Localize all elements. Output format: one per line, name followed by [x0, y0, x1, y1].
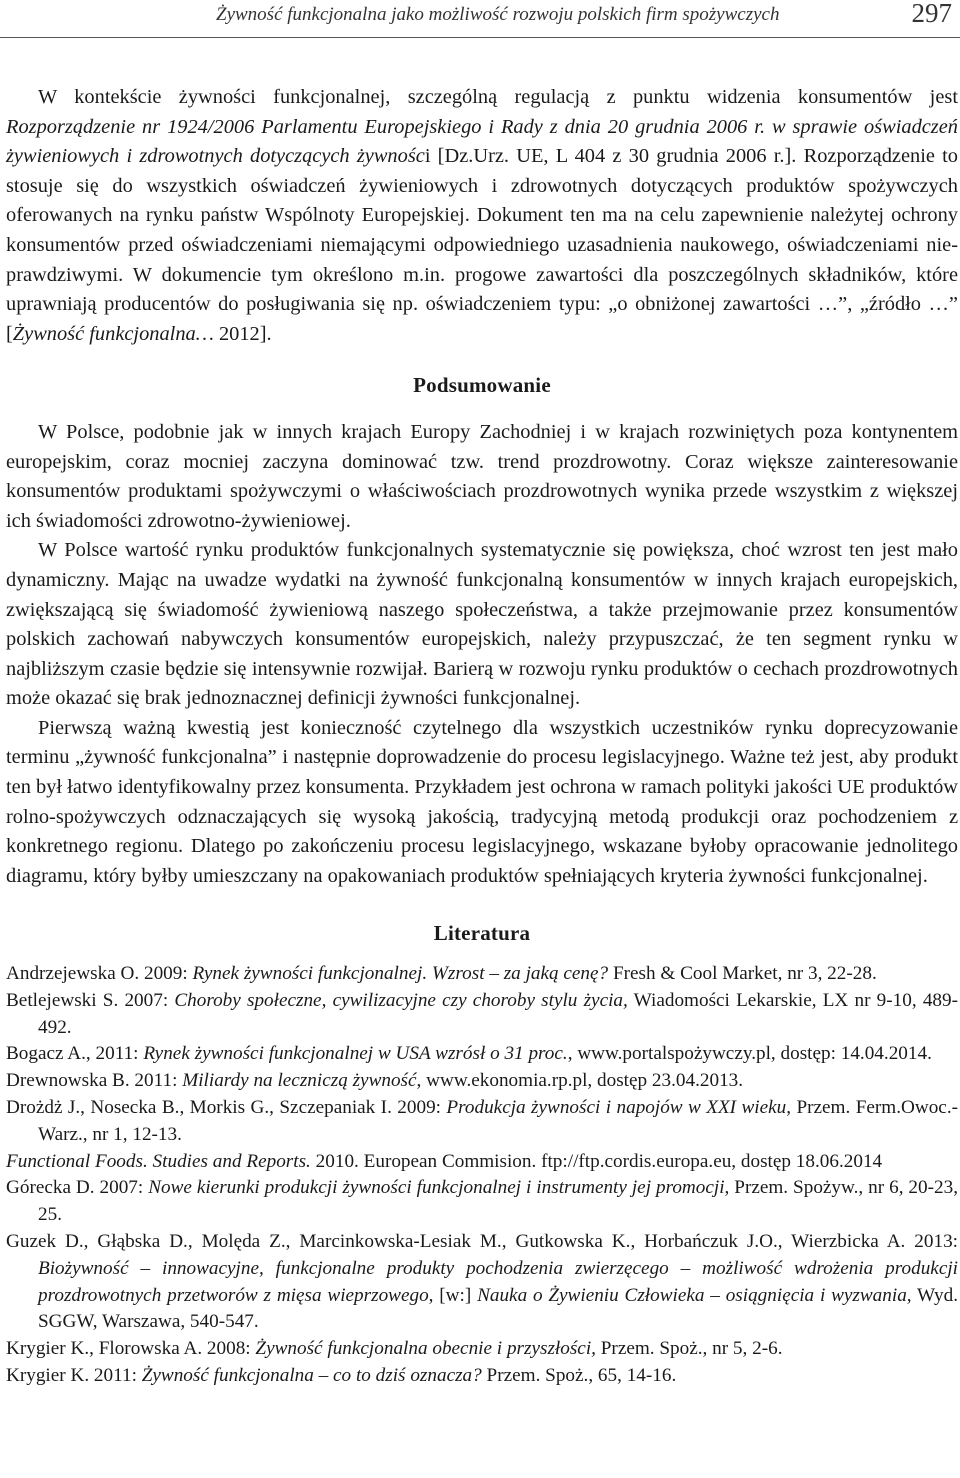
reference-item: [6, 1336, 958, 1363]
citation-italic: Żywność funkcjonalna…: [12, 322, 214, 345]
summary-paragraph-2: W Polsce wartość rynku produktów funkcjonalnych systematycznie się powiększa, choć wzrost ten jest mało dynamiczny. Mając na uwadze wydatki na żywność funkcjonalną konsumentów w innych krajach europejskich, zwiększającą się świadomość żywieniową naszego społeczeństwa, a także przejmowanie przez konsumentów polskich zachowań nabywczych konsumentów europejskich, należy przypuszczać, że ten segment rynku w najbliższym czasie będzie się intensywnie rozwijał. Barierą w rozwoju rynku produktów o cechach prozdrowotnych może okazać się brak jednoznacznej definicji żywności funkcjonalnej.: [6, 539, 958, 710]
ref-author: Guzek D., Głąbska D., Molęda Z., Marcinkowska-Lesiak M., Gutkowska K., Horbańczuk J.O., Wierzbicka A. 2013:: [6, 1231, 958, 1252]
ref-source: , www.ekonomia.rp.pl, dostęp 23.04.2013.: [416, 1070, 744, 1092]
ref-publisher: Wyd. SGGW, Warszawa, 540-547.: [38, 1284, 958, 1333]
ref-source: , [w:]: [428, 1284, 478, 1306]
intro-text-3: 2012].: [213, 322, 272, 345]
ref-author: Krygier K. 2011:: [6, 1364, 142, 1386]
ref-author: Betlejewski S. 2007:: [6, 989, 175, 1011]
ref-title: Biożywność – innowacyjne, funkcjonalne produkty pochodzenia zwierzęcego – możliwość wdrożenia produkcji prozdrowotnych przetworów z mięsa wieprzowego: [38, 1257, 958, 1306]
ref-source: Przem. Spoż., nr 5, 2-6.: [595, 1338, 783, 1360]
ref-author: Drożdż J., Nosecka B., Morkis G., Szczepaniak I. 2009:: [6, 1097, 447, 1119]
ref-title: Choroby społeczne, cywilizacyjne czy choroby stylu życia,: [174, 989, 628, 1011]
ref-title: Functional Foods. Studies and Reports.: [6, 1150, 311, 1172]
ref-book-title: Nauka o Żywieniu Człowieka – osiągnięcia i wyzwania,: [477, 1284, 912, 1306]
reference-item: [6, 1068, 958, 1095]
intro-text-1: W kontekście żywności funkcjonalnej, szczególną regulacją z punktu widzenia konsumentów jest: [38, 86, 958, 108]
ref-title: Nowe kierunki produkcji żywności funkcjonalnej i instrumenty jej promocji: [148, 1177, 725, 1199]
reference-item: [6, 988, 958, 1042]
ref-author: Krygier K., Florowska A. 2008:: [6, 1338, 256, 1360]
reference-item: [6, 1041, 958, 1068]
ref-source: 2010. European Commision. ftp://ftp.cordis.europa.eu, dostęp 18.06.2014: [310, 1150, 883, 1172]
literature-heading: Literatura: [433, 921, 531, 946]
ref-source: , www.portalspożywczy.pl, dostęp: 14.04.2014.: [567, 1043, 932, 1065]
main-text: [6, 83, 958, 1390]
ref-title: Żywność funkcjonalna obecnie i przyszłości,: [255, 1338, 596, 1360]
reference-item: [6, 1363, 958, 1390]
reference-item: [6, 1175, 958, 1229]
reference-item: [6, 961, 958, 988]
reference-item: [6, 1095, 958, 1149]
ref-title: Produkcja żywności i napojów w XXI wieku: [446, 1097, 787, 1119]
intro-paragraph: [6, 83, 958, 349]
ref-title: Miliardy na leczniczą żywność: [182, 1070, 417, 1092]
ref-title: Rynek żywności funkcjonalnej w USA wzrósł o 31 proc.: [143, 1043, 568, 1065]
ref-author: Drewnowska B. 2011:: [6, 1070, 183, 1092]
ref-author: Andrzejewska O. 2009:: [6, 963, 193, 985]
ref-source: , Przem. Ferm.Owoc.-Warz., nr 1, 12-13.: [38, 1097, 959, 1145]
ref-author: Bogacz A., 2011:: [6, 1043, 144, 1065]
reference-item: [6, 1229, 958, 1336]
summary-heading: Podsumowanie: [413, 373, 551, 398]
ref-source: Wiadomości Lekarskie, LX nr 9-10, 489-492.: [38, 989, 958, 1038]
ref-source: , Przem. Spożyw., nr 6, 20-23, 25.: [38, 1177, 958, 1226]
ref-title: Żywność funkcjonalna – co to dziś oznacza?: [141, 1364, 482, 1386]
running-title: Żywność funkcjonalna jako możliwość rozwoju polskich firm spożywczych: [216, 4, 780, 25]
ref-source: Fresh & Cool Market, nr 3, 22-28.: [608, 963, 877, 985]
header-rule: [0, 37, 960, 38]
summary-paragraph-1: W Polsce, podobnie jak w innych krajach Europy Zachodniej i w krajach rozwiniętych poza kontynentem europejskim, coraz mocniej zaczyna dominować tzw. trend prozdrowotny. Coraz większe zainteresowanie konsumentów produktami spożywczymi o właściwościach prozdrowotnych wynika przede wszystkim z większej ich świadomości zdrowotno-żywieniowej.: [6, 420, 958, 532]
reference-item: [6, 1149, 958, 1176]
ref-source: Przem. Spoż., 65, 14-16.: [481, 1364, 677, 1386]
ref-author: Górecka D. 2007:: [6, 1177, 149, 1199]
summary-paragraph-3: Pierwszą ważną kwestią jest konieczność czytelnego dla wszystkich uczestników rynku doprecyzowanie terminu „żywność funkcjonalna” i następnie doprowadzenie do procesu legislacyjnego. Ważne też jest, aby produkt ten był łatwo identyfikowalny przez konsumenta. Przykładem jest ochrona w ramach polityki jakości UE produktów rolno-spożywczych odznaczających się wysoką jakością, tradycyjną metodą produkcji oraz pochodzeniem z konkretnego regionu. Dlatego po zakończeniu procesu legislacyjnego, wskazane byłoby opracowanie jednolitego diagramu, który byłby umieszczany na opakowaniach produktów spełniających kryteria żywności funkcjonalnej.: [6, 716, 958, 887]
page-number: 297: [911, 0, 952, 28]
ref-title: Rynek żywności funkcjonalnej. Wzrost – za jaką cenę?: [192, 963, 609, 985]
reference-list: [6, 961, 958, 1390]
regulation-title: Rozporządzenie nr 1924/2006 Parlamentu Europejskiego i Rady z dnia 20 grudnia 2006 r. w sprawie oświadczeń żywieniowych i zdrowotnych dotyczących żywnośc: [6, 115, 958, 168]
running-header: [0, 0, 960, 36]
intro-text-2: i [Dz.Urz. UE, L 404 z 30 grudnia 2006 r.]. Rozporządzenie to stosuje się do wszystkich oświadczeń żywieniowych i zdrowotnych dotyczących produktów spożywczych oferowanych na rynku państw Wspólnoty Europejskiej. Dokument ten ma na celu zapewnienie należytej ochrony konsumentów przed oświadczeniami niemającymi odpowiedniego uzasadnienia naukowego, oświadczeniami nieprawdziwymi. W dokumencie tym określono m.in. progowe zawartości dla poszczególnych składników, które uprawniają producentów do posługiwania się np. oświadczeniem typu: „o obniżonej zawartości …”, „źródło …” [: [6, 145, 958, 345]
